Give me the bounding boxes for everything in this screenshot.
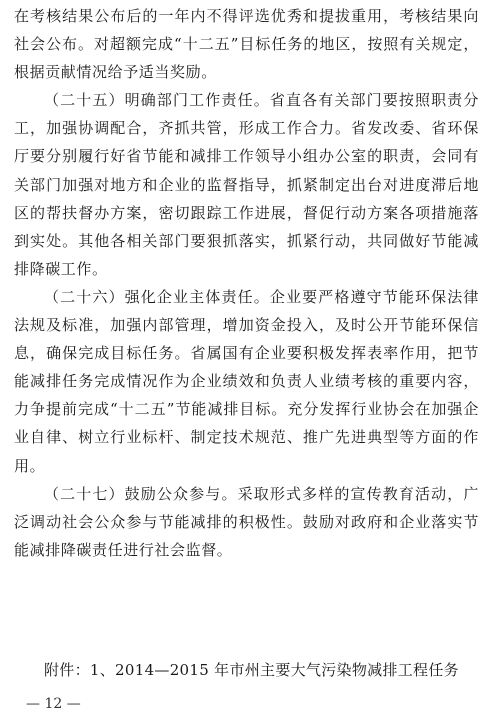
paragraph-continuation: 在考核结果公布后的一年内不得评选优秀和提拔重用，考核结果向社会公布。对超额完成“十二五”目标任务的地区，按照有关规定，根据贡献情况给予适当奖励。 [14,7,479,82]
page-number: — 12 — [26,696,81,712]
paragraph-27-public-participation: （二十七）鼓励公众参与。采取形式多样的宣传教育活动，广泛调动社会公众参与节能减排的积极性。鼓励对政府和企业落实节能减排降碳责任进行社会监督。 [14,484,479,559]
paragraph-25-department-responsibility: （二十五）明确部门工作责任。省直各有关部门要按照职责分工，加强协调配合，齐抓共管，形成工作合力。省发改委、省环保厅要分别履行好省节能和减排工作领导小组办公室的职责，会同有关部门加强对地方和企业的监督指导，抓紧制定出台对进度滞后地区的帮扶督办方案，密切跟踪工作进展，督促行动方案各项措施落到实处。其他各相关部门要狠抓落实，抓紧行动，共同做好节能减排降碳工作。 [14,91,479,278]
body-text [14,2,479,564]
attachment-line: 附件：1、2014—2015 年市州主要大气污染物减排工程任务 [44,661,459,679]
paragraph-26-enterprise-responsibility: （二十六）强化企业主体责任。企业要严格遵守节能环保法律法规及标准，加强内部管理，增加资金投入，及时公开节能环保信息，确保完成目标任务。省属国有企业要积极发挥表率作用，把节能减排任务完成情况作为企业绩效和负责人业绩考核的重要内容，力争提前完成“十二五”节能减排目标。充分发挥行业协会在加强企业自律、树立行业标杆、制定技术规范、推广先进典型等方面的作用。 [14,287,479,475]
